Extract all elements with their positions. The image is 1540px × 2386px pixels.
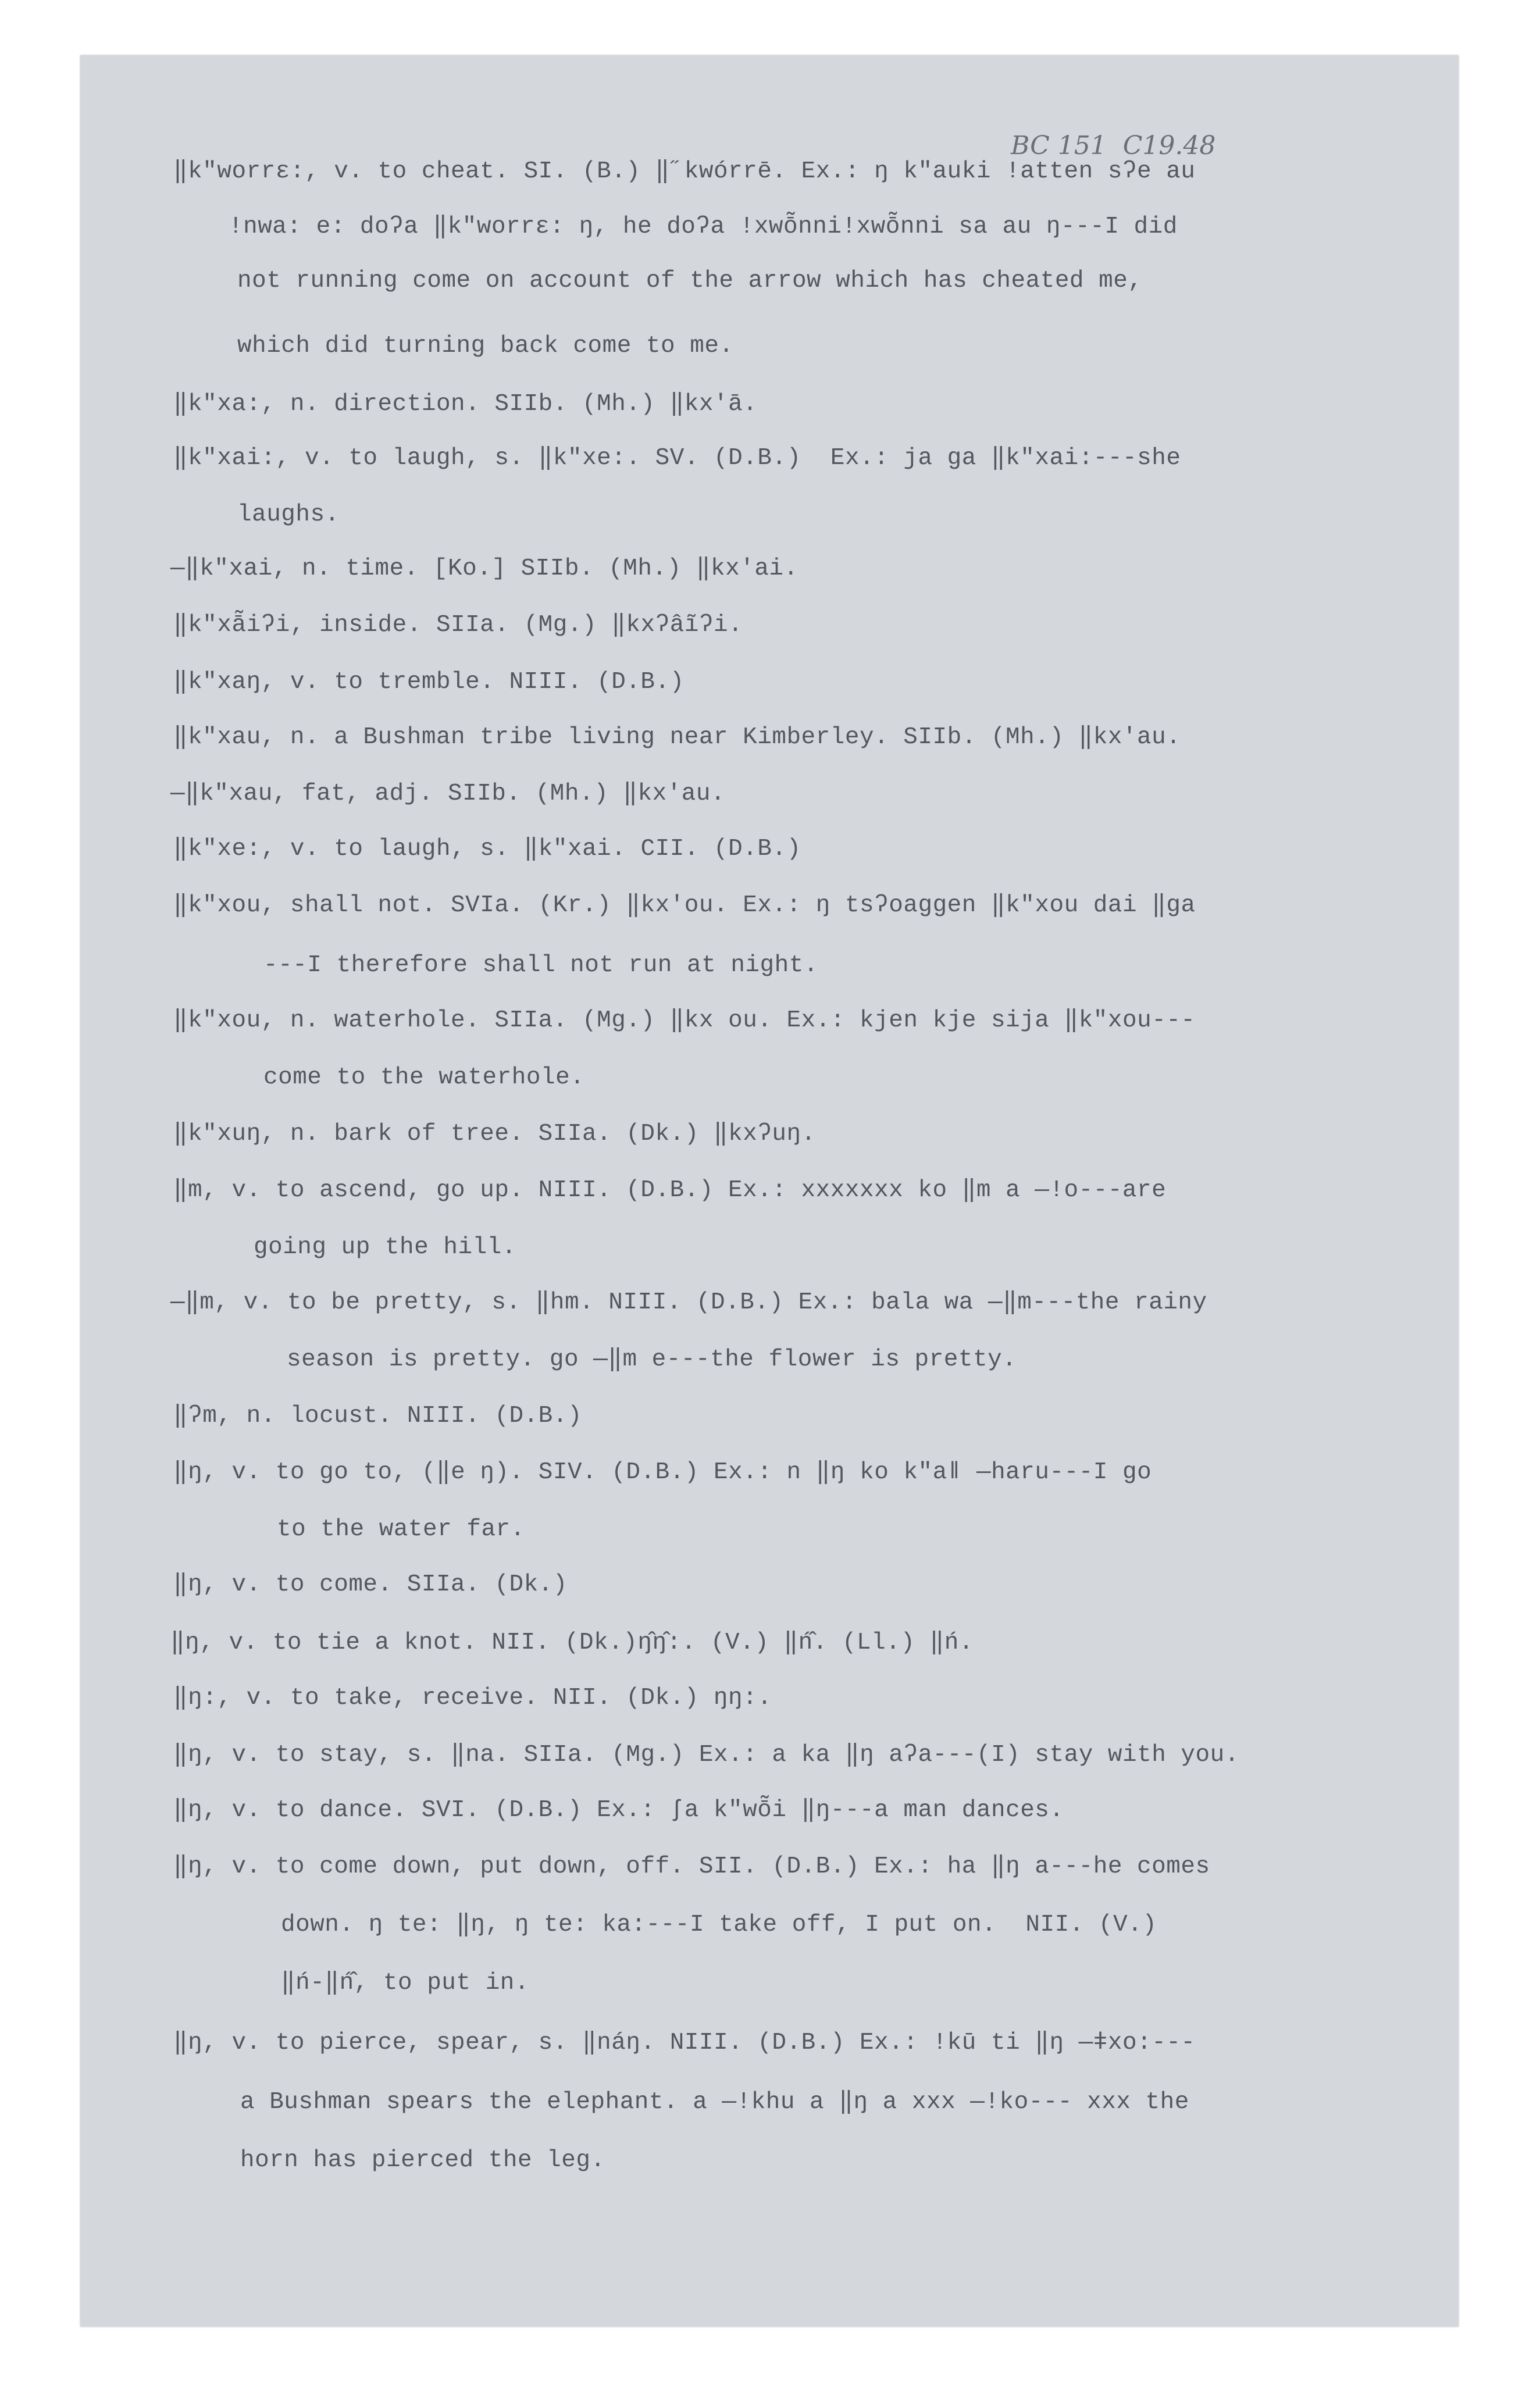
- dictionary-line: ‖ŋ, v. to dance. SVI. (D.B.) Ex.: ʃa k"wō̃i ‖ŋ---a man dances.: [173, 1797, 1064, 1824]
- dictionary-line: ‖ń-‖ń̂, to put in.: [281, 1970, 529, 1996]
- dictionary-line: down. ŋ te: ‖ŋ, ŋ te: ka:---I take off, I put on. NII. (V.): [281, 1911, 1157, 1938]
- dictionary-line: ‖k"xa:, n. direction. SIIb. (Mh.) ‖kx'ā.: [173, 391, 758, 418]
- dictionary-line: ‖k"xai:, v. to laugh, s. ‖k"xe:. SV. (D.B.) Ex.: ja ga ‖k"xai:---she: [173, 445, 1181, 472]
- dictionary-line: ‖k"xā̃iʔi, inside. SIIa. (Mg.) ‖kxʔâĩʔi.: [173, 612, 743, 639]
- dictionary-line: ‖k"xou, shall not. SVIa. (Kr.) ‖kx'ou. Ex.: ŋ tsʔoaggen ‖k"xou dai ‖ga: [173, 892, 1196, 919]
- dictionary-line: ‖ŋ, v. to tie a knot. NII. (Dk.)ŋ̂ŋ̂:. (V.) ‖ń̂. (Ll.) ‖ń.: [170, 1629, 974, 1656]
- dictionary-line: laughs.: [237, 501, 340, 528]
- dictionary-line: !nwa: e: doʔa ‖k"worrɛ: ŋ, he doʔa !xwō̃nni!xwō̃nni sa au ŋ---I did: [229, 213, 1178, 240]
- dictionary-line: ‖k"worrɛ:, v. to cheat. SI. (B.) ‖˝kwórrē. Ex.: ŋ k"auki !atten sʔe au: [173, 158, 1196, 185]
- dictionary-line: ‖ŋ, v. to come down, put down, off. SII. (D.B.) Ex.: ha ‖ŋ a---he comes: [173, 1853, 1210, 1880]
- dictionary-line: ‖k"xuŋ, n. bark of tree. SIIa. (Dk.) ‖kxʔuŋ.: [173, 1121, 816, 1147]
- dictionary-line: ‖ʔm, n. locust. NIII. (D.B.): [173, 1403, 582, 1429]
- dictionary-line: horn has pierced the leg.: [240, 2147, 605, 2174]
- dictionary-line: —‖k"xau, fat, adj. SIIb. (Mh.) ‖kx'au.: [170, 780, 726, 807]
- dictionary-line: to the water far.: [277, 1516, 525, 1543]
- dictionary-line: ‖ŋ, v. to pierce, spear, s. ‖náŋ. NIII. (D.B.) Ex.: !kū ti ‖ŋ —ǂxo:---: [173, 2030, 1196, 2056]
- dictionary-line: ‖k"xe:, v. to laugh, s. ‖k"xai. CII. (D.B.): [173, 836, 801, 862]
- dictionary-line: season is pretty. go —‖m e---the flower is pretty.: [287, 1346, 1017, 1373]
- dictionary-line: ‖k"xaŋ, v. to tremble. NIII. (D.B.): [173, 669, 685, 696]
- dictionary-line: ‖ŋ, v. to go to, (‖e ŋ). SIV. (D.B.) Ex.: n ‖ŋ ko k"aǁ —haru---I go: [173, 1459, 1152, 1486]
- dictionary-line: ---I therefore shall not run at night.: [263, 952, 818, 979]
- dictionary-line: ‖ŋ, v. to come. SIIa. (Dk.): [173, 1571, 568, 1598]
- dictionary-line: ‖m, v. to ascend, go up. NIII. (D.B.) Ex.: xxxxxxx ko ‖m a —!o---are: [173, 1177, 1167, 1204]
- dictionary-line: —‖k"xai, n. time. [Ko.] SIIb. (Mh.) ‖kx'ai.: [170, 555, 798, 582]
- dictionary-line: ‖ŋ, v. to stay, s. ‖na. SIIa. (Mg.) Ex.: a ka ‖ŋ aʔa---(I) stay with you.: [173, 1742, 1239, 1768]
- dictionary-line: come to the waterhole.: [263, 1064, 585, 1091]
- dictionary-line: ‖k"xau, n. a Bushman tribe living near Kimberley. SIIb. (Mh.) ‖kx'au.: [173, 724, 1181, 751]
- document-page: [80, 55, 1459, 2327]
- dictionary-line: ‖ŋ:, v. to take, receive. NII. (Dk.) ŋŋ:.: [173, 1685, 772, 1711]
- reference-note: BC 151 C19.48: [1011, 131, 1216, 161]
- dictionary-line: a Bushman spears the elephant. a —!khu a ‖ŋ a xxx —!ko--- xxx the: [240, 2089, 1189, 2116]
- dictionary-line: not running come on account of the arrow which has cheated me,: [237, 268, 1143, 294]
- dictionary-line: which did turning back come to me.: [237, 333, 734, 359]
- dictionary-line: going up the hill.: [254, 1234, 516, 1261]
- dictionary-line: —‖m, v. to be pretty, s. ‖hm. NIII. (D.B.) Ex.: bala wa —‖m---the rainy: [170, 1289, 1207, 1316]
- dictionary-line: ‖k"xou, n. waterhole. SIIa. (Mg.) ‖kx ou. Ex.: kjen kje sija ‖k"xou---: [173, 1007, 1196, 1034]
